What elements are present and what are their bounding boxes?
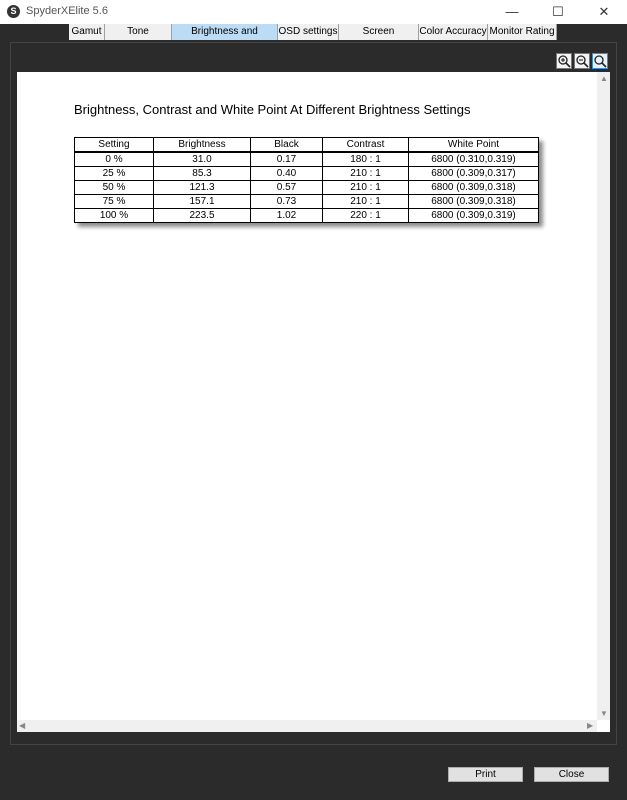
cell-brightness: 31.0 — [154, 152, 251, 167]
cell-brightness: 85.3 — [154, 167, 251, 181]
table-row — [75, 195, 539, 209]
column-header-white-point: White Point — [409, 138, 539, 153]
cell-white-point: 6800 (0.309,0.319) — [409, 209, 539, 223]
column-header-black: Black — [251, 138, 323, 153]
column-header-brightness: Brightness — [154, 138, 251, 153]
scroll-down-icon[interactable]: ▼ — [600, 709, 608, 718]
scroll-left-icon[interactable]: ◀ — [19, 721, 26, 730]
cell-black: 0.73 — [251, 195, 323, 209]
cell-contrast: 210 : 1 — [323, 195, 409, 209]
maximize-button[interactable]: ☐ — [552, 4, 564, 19]
tab-screen-uniformity[interactable]: Screen — [339, 24, 419, 40]
cell-white-point: 6800 (0.309,0.317) — [409, 167, 539, 181]
results-table — [74, 137, 539, 223]
tab-color-accuracy[interactable]: Color Accuracy — [419, 24, 488, 40]
table-row — [75, 209, 539, 223]
tab-brightness-and-contrast[interactable]: Brightness and — [172, 24, 278, 40]
window-title: SpyderXElite 5.6 — [26, 5, 108, 17]
cell-setting: 50 % — [75, 181, 154, 195]
close-window-button[interactable]: ✕ — [598, 4, 610, 19]
title-bar — [0, 0, 627, 24]
tab-bar — [0, 24, 627, 41]
column-header-setting: Setting — [75, 138, 154, 153]
cell-setting: 25 % — [75, 167, 154, 181]
app-logo-icon: S — [7, 5, 20, 18]
cell-white-point: 6800 (0.309,0.318) — [409, 195, 539, 209]
cell-black: 0.40 — [251, 167, 323, 181]
table-row — [75, 181, 539, 195]
cell-setting: 0 % — [75, 152, 154, 167]
zoom-fit-button[interactable] — [592, 53, 608, 69]
cell-brightness: 121.3 — [154, 181, 251, 195]
cell-setting: 100 % — [75, 209, 154, 223]
zoom-in-button[interactable] — [556, 53, 572, 69]
table-row — [75, 152, 539, 167]
column-header-contrast: Contrast — [323, 138, 409, 153]
cell-contrast: 220 : 1 — [323, 209, 409, 223]
print-button[interactable]: Print — [448, 767, 523, 782]
scroll-up-icon[interactable]: ▲ — [600, 74, 608, 83]
horizontal-scrollbar[interactable] — [17, 720, 597, 732]
cell-contrast: 180 : 1 — [323, 152, 409, 167]
cell-black: 0.17 — [251, 152, 323, 167]
report-title: Brightness, Contrast and White Point At Different Brightness Settings — [74, 102, 471, 117]
magnifier-icon — [593, 54, 607, 68]
close-button[interactable]: Close — [534, 767, 609, 782]
cell-black: 1.02 — [251, 209, 323, 223]
tab-monitor-rating[interactable]: Monitor Rating — [488, 24, 557, 40]
cell-contrast: 210 : 1 — [323, 167, 409, 181]
cell-black: 0.57 — [251, 181, 323, 195]
cell-white-point: 6800 (0.309,0.318) — [409, 181, 539, 195]
minimize-button[interactable]: — — [505, 4, 519, 19]
table-row — [75, 167, 539, 181]
cell-setting: 75 % — [75, 195, 154, 209]
table-header-row — [75, 138, 539, 153]
zoom-out-icon — [575, 54, 589, 68]
zoom-out-button[interactable] — [574, 53, 590, 69]
tab-gamut[interactable]: Gamut — [69, 24, 105, 40]
tab-tone-response[interactable]: Tone — [105, 24, 172, 40]
tab-osd-settings[interactable]: OSD settings — [278, 24, 339, 40]
scroll-right-icon[interactable]: ▶ — [587, 721, 594, 730]
cell-brightness: 223.5 — [154, 209, 251, 223]
cell-brightness: 157.1 — [154, 195, 251, 209]
zoom-in-icon — [557, 54, 571, 68]
vertical-scrollbar[interactable] — [597, 72, 610, 720]
cell-white-point: 6800 (0.310,0.319) — [409, 152, 539, 167]
cell-contrast: 210 : 1 — [323, 181, 409, 195]
